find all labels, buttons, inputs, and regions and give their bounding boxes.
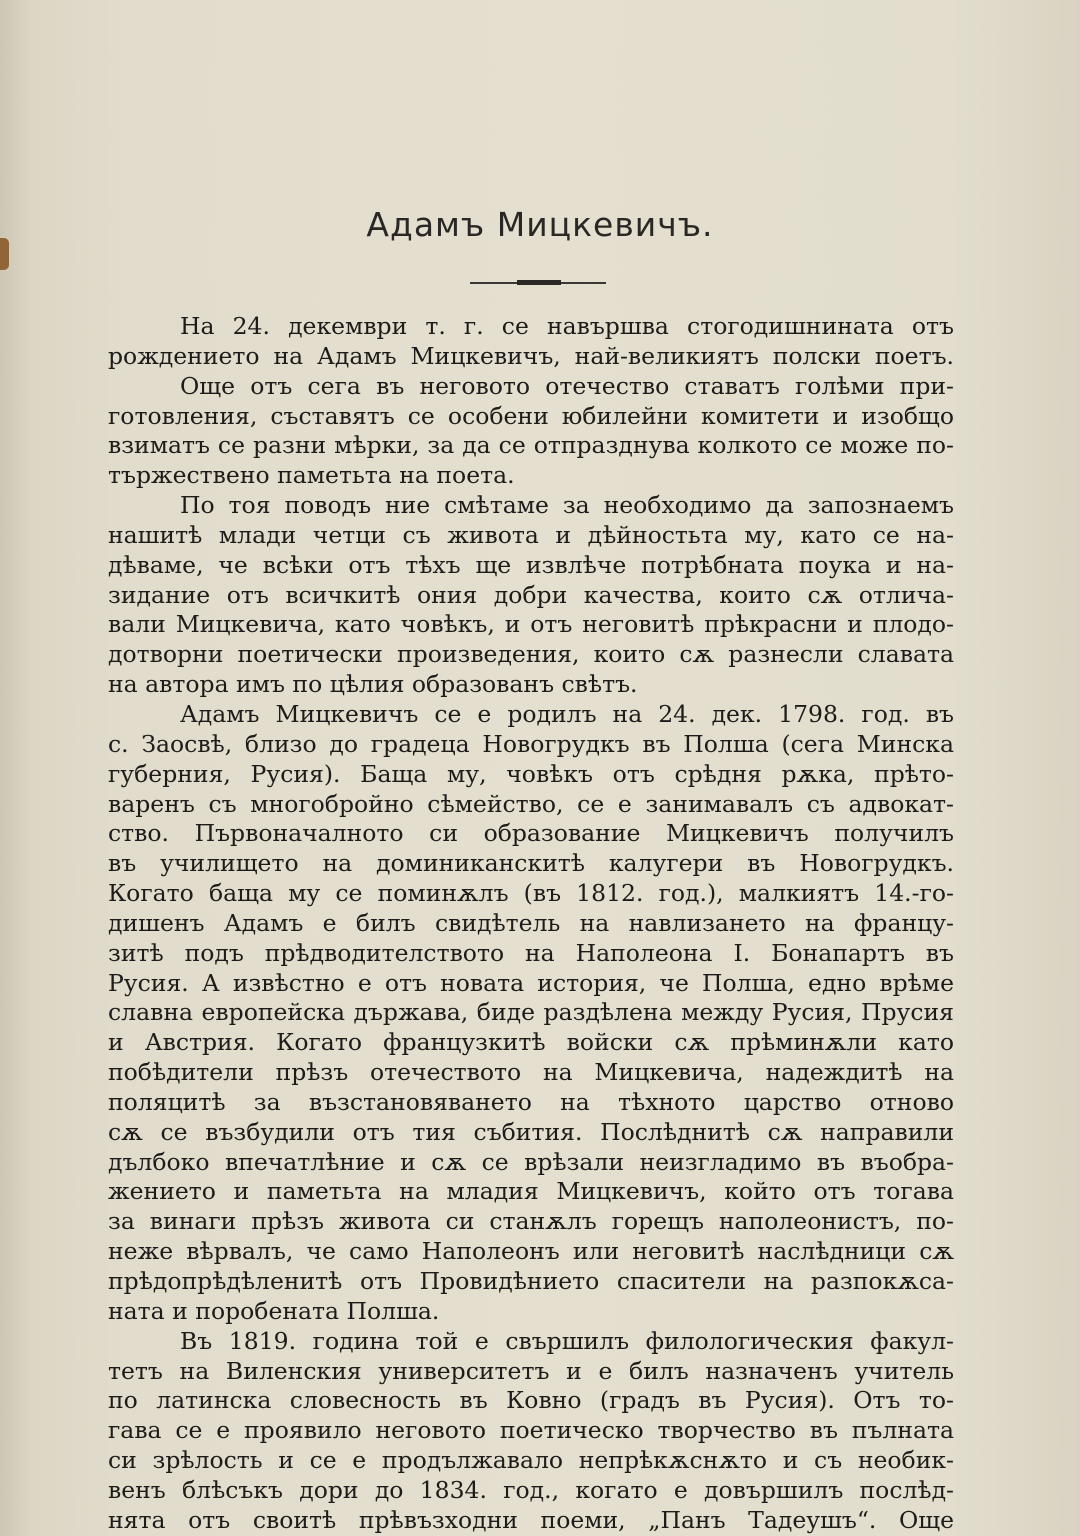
text-line: венъ блѣсъкъ дори до 1834. год., когато е довършилъ послѣд- bbox=[108, 1475, 954, 1504]
article-title: Адамъ Мицкевичъ. bbox=[366, 205, 714, 244]
text-line: вали Мицкевича, като човѣкъ, и отъ неговитѣ прѣкрасни и плодо- bbox=[108, 610, 954, 639]
text-line: на автора имъ по цѣлия образованъ свѣтъ. bbox=[108, 670, 638, 699]
text-line: ство. Първоначалното си образование Мицкевичъ получилъ bbox=[108, 819, 954, 848]
article-body bbox=[108, 312, 954, 1536]
text-line: По тоя поводъ ние смѣтаме за необходимо да запознаемъ bbox=[180, 491, 954, 520]
text-line: дотворни поетически произведения, които сѫ разнесли славата bbox=[108, 640, 954, 669]
text-line: Русия. А извѣстно е отъ новата история, че Полша, едно врѣме bbox=[108, 968, 954, 997]
text-line: На 24. декември т. г. се навършва стогодишнината отъ bbox=[180, 312, 954, 340]
text-line: Когато баща му се поминѫлъ (въ 1812. год.), малкиятъ 14.-го- bbox=[108, 879, 954, 908]
text-line: поляцитѣ за възстановяването на тѣхното царство отново bbox=[108, 1087, 954, 1116]
text-line: и Австрия. Когато французкитѣ войски сѫ прѣминѫли като bbox=[108, 1028, 954, 1057]
text-line: дѣваме, че всѣки отъ тѣхъ ще извлѣче потрѣбната поука и на- bbox=[108, 550, 954, 579]
text-line: зидание отъ всичкитѣ ония добри качества, които сѫ отлича- bbox=[108, 580, 954, 609]
text-line: жението и паметьта на младия Мицкевичъ, който отъ тогава bbox=[108, 1177, 954, 1206]
text-line: Адамъ Мицкевичъ се е родилъ на 24. дек. 1798. год. въ bbox=[180, 699, 954, 728]
text-line: дълбоко впечатлѣние и сѫ се врѣзали неизгладимо въ въобра- bbox=[108, 1147, 954, 1176]
text-line: Въ 1819. година той е свършилъ филологическия факул- bbox=[180, 1326, 954, 1355]
text-line: за винаги прѣзъ живота си станѫлъ горещъ наполеонистъ, по- bbox=[108, 1207, 954, 1236]
text-line: Още отъ сега въ неговото отечество ставатъ голѣми при- bbox=[180, 371, 954, 400]
text-line: с. Заосвѣ, близо до градеца Новогрудкъ въ Полша (сега Минска bbox=[108, 729, 954, 758]
text-line: рождението на Адамъ Мицкевичъ, най-великиятъ полски поетъ. bbox=[108, 341, 954, 370]
text-line: взиматъ се разни мѣрки, за да се отпразднува колкото се може по- bbox=[108, 431, 954, 460]
text-line: нята отъ своитѣ прѣвъзходни поеми, „Панъ Тадеушъ“. Още bbox=[108, 1505, 954, 1534]
text-line: побѣдители прѣзъ отечеството на Мицкевича, надеждитѣ на bbox=[108, 1058, 954, 1087]
text-line: губерния, Русия). Баща му, човѣкъ отъ срѣдня рѫка, прѣто- bbox=[108, 759, 954, 788]
text-line: неже вѣрвалъ, че само Наполеонъ или неговитѣ наслѣдници сѫ bbox=[108, 1237, 954, 1266]
text-line: тържествено паметьта на поета. bbox=[108, 461, 515, 490]
text-line: си зрѣлость и се е продължавало непрѣкѫснѫто и съ необик- bbox=[108, 1446, 954, 1475]
text-line: варенъ съ многобройно сѣмейство, се е занимавалъ съ адвокат- bbox=[108, 789, 954, 818]
text-line: сѫ се възбудили отъ тия събития. Послѣднитѣ сѫ направили bbox=[108, 1117, 954, 1146]
text-line: дишенъ Адамъ е билъ свидѣтель на навлизането на францу- bbox=[108, 908, 954, 937]
text-line: гава се е проявило неговото поетическо творчество въ пълната bbox=[108, 1416, 954, 1445]
text-line: ната и поробената Полша. bbox=[108, 1296, 440, 1325]
text-line: тетъ на Виленския университетъ и е билъ назначенъ учитель bbox=[108, 1356, 954, 1385]
text-line: по латинска словесность въ Ковно (градъ въ Русия). Отъ то- bbox=[108, 1386, 954, 1415]
text-line: въ училището на доминиканскитѣ калугери въ Новогрудкъ. bbox=[108, 849, 954, 878]
text-line: нашитѣ млади четци съ живота и дѣйностьта му, като се на- bbox=[108, 520, 954, 549]
text-line: зитѣ подъ прѣдводителството на Наполеона I. Бонапартъ въ bbox=[108, 938, 954, 967]
text-line: славна европейска държава, биде раздѣлена между Русия, Прусия bbox=[108, 998, 954, 1027]
title-divider-center bbox=[517, 280, 561, 285]
text-line: готовления, съставятъ се особени юбилейни комитети и изобщо bbox=[108, 401, 954, 430]
text-line: прѣдопрѣдѣленитѣ отъ Провидѣнието спасители на разпокѫса- bbox=[108, 1267, 954, 1295]
